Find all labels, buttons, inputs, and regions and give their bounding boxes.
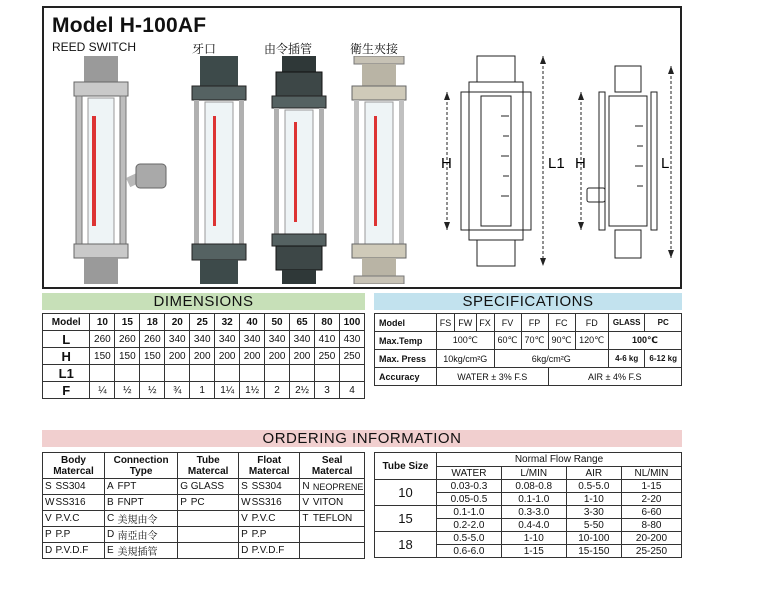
cell: Max. Press [375,350,437,368]
cell: Tube Size [375,453,437,480]
cell: 40 [240,314,265,331]
cell: H [43,348,90,365]
cell [115,365,140,382]
cell: 150 [115,348,140,365]
cell: 5-50 [566,519,621,532]
cell: 410 [315,331,340,348]
cell: ½ [115,382,140,399]
cell: F [43,382,90,399]
cell: 80 [315,314,340,331]
cell: 南亞由令 [116,527,177,543]
cell: 1-10 [501,532,566,545]
cell: N [300,479,312,495]
specifications-table [374,313,682,386]
cell: 0.5-5.0 [437,532,502,545]
cell: 4 [339,382,364,399]
cell: Tube Matercal [178,453,239,479]
cell: 25-250 [621,545,681,558]
flowmeter-union-photo [264,56,334,284]
cell [140,365,165,382]
cell: S [239,479,251,495]
cell: A [104,479,116,495]
cell: 1¼ [215,382,240,399]
cell: Body Matercal [43,453,105,479]
dim-label-h-right: H [575,155,586,172]
cell: L1 [43,365,90,382]
cell: 430 [339,331,364,348]
cell: FW [454,314,476,332]
cell: 0.1-1.0 [437,506,502,519]
cell: 200 [265,348,290,365]
cell: 340 [190,331,215,348]
variant-label-thread: 牙口 [192,42,217,56]
cell: P [43,527,55,543]
cell: TEFLON [312,511,365,527]
ordering-row [43,527,365,543]
cell: 15-150 [566,545,621,558]
cell: L/MIN [501,467,566,480]
cell: 200 [290,348,315,365]
cell: T [300,511,312,527]
cell: 0.2-2.0 [437,519,502,532]
variant-label-reed-switch: REED SWITCH [52,40,136,54]
cell: 25 [190,314,215,331]
cell: L [43,331,90,348]
cell: V [300,495,312,511]
cell: V [239,511,251,527]
cell: E [104,543,116,559]
cell: 美規由令 [116,511,177,527]
cell: P.P [251,527,300,543]
cell: 260 [140,331,165,348]
cell: 250 [339,348,364,365]
cell: VITON [312,495,365,511]
cell: P [239,527,251,543]
cell: 260 [90,331,115,348]
ordering-row [43,511,365,527]
cell: SS304 [55,479,105,495]
cell: 70℃ [521,332,548,350]
cell: 340 [290,331,315,348]
cell: FV [494,314,521,332]
dim-row-l [43,331,365,348]
cell: 150 [140,348,165,365]
cell: 2-20 [621,493,681,506]
cell: P [178,495,190,511]
cell: P.V.C [55,511,105,527]
cell: 90℃ [548,332,575,350]
cell: 18 [140,314,165,331]
cell: 100℃ [437,332,495,350]
cell: 1-15 [621,480,681,493]
dim-label-h-left: H [441,155,452,172]
cell: SS316 [55,495,105,511]
cell: 2½ [290,382,315,399]
cell: 60℃ [494,332,521,350]
cell: P.V.D.F [251,543,300,559]
cell: WATER ± 3% F.S [437,368,549,386]
specifications-banner: SPECIFICATIONS [374,293,682,310]
model-label: Model [43,314,90,331]
cell: FPT [116,479,177,495]
cell: C [104,511,116,527]
ordering-row [43,543,365,559]
cell [290,365,315,382]
cell: V [43,511,55,527]
cell: SS304 [251,479,300,495]
cell: Max.Temp [375,332,437,350]
cell: 0.05-0.5 [437,493,502,506]
flow-row [375,532,682,545]
cell: B [104,495,116,511]
cell: AIR ± 4% F.S [548,368,681,386]
cell: 15 [375,506,437,532]
dim-label-l1: L1 [548,155,565,172]
cell: 0.3-3.0 [501,506,566,519]
cell: FX [476,314,494,332]
cell [190,365,215,382]
cell [240,365,265,382]
cell: Accuracy [375,368,437,386]
cell: 美規插管 [116,543,177,559]
spec-row-max-temp [375,332,682,350]
cell [315,365,340,382]
cell: 0.03-0.3 [437,480,502,493]
cell: PC [190,495,239,511]
variant-label-union: 由令插管 [264,42,313,56]
dim-row-f [43,382,365,399]
ordering-row [43,479,365,495]
cell: ¾ [165,382,190,399]
cell: 1½ [240,382,265,399]
cell: G [178,479,190,495]
cell: 10-100 [566,532,621,545]
cell [339,365,364,382]
cell: GLASS [608,314,645,332]
cell: 20 [165,314,190,331]
spec-row-accuracy [375,368,682,386]
cell: W [239,495,251,511]
cell: NL/MIN [621,467,681,480]
dim-label-l: L [661,155,670,172]
cell: 6-12 kg [645,350,682,368]
cell: 10kg/cm²G [437,350,495,368]
cell: P.P [55,527,105,543]
variant-label-sanitary: 衛生夾接 [350,42,399,56]
cell [165,365,190,382]
dimensions-table [42,313,365,399]
dimensions-banner: DIMENSIONS [42,293,365,310]
cell: D [43,543,55,559]
cell: 340 [165,331,190,348]
cell: 0.1-1.0 [501,493,566,506]
dim-row-h [43,348,365,365]
ordering-row [43,495,365,511]
cell [90,365,115,382]
cell [215,365,240,382]
cell [265,365,290,382]
cell: 32 [215,314,240,331]
cell: P.V.C [251,511,300,527]
cell: 0.08-0.8 [501,480,566,493]
cell: 65 [290,314,315,331]
cell: W [43,495,55,511]
cell: PC [645,314,682,332]
flow-row [375,506,682,519]
cell: 0.6-6.0 [437,545,502,558]
cell: 200 [165,348,190,365]
cell: 1-10 [566,493,621,506]
cell: AIR [566,467,621,480]
cell: FS [437,314,455,332]
cell: Float Matercal [239,453,300,479]
spec-row-max-press [375,350,682,368]
cell: NEOPRENE [312,479,365,495]
cell: 3-30 [566,506,621,519]
cell: 1-15 [501,545,566,558]
cell: 20-200 [621,532,681,545]
cell: 8-80 [621,519,681,532]
cell: Seal Matercal [300,453,365,479]
cell: 18 [375,532,437,558]
cell: 100 [339,314,364,331]
flowmeter-sanitary-photo [344,56,414,284]
cell: D [239,543,251,559]
cell: 10 [90,314,115,331]
cell: 200 [240,348,265,365]
cell: 200 [215,348,240,365]
cell: 3 [315,382,340,399]
cell: 200 [190,348,215,365]
cell: 100℃ [608,332,681,350]
cell: Connection Type [104,453,177,479]
cell: GLASS [190,479,239,495]
cell: 150 [90,348,115,365]
ordering-codes-table [42,452,365,559]
cell: 340 [215,331,240,348]
cell: 10 [375,480,437,506]
cell: 15 [115,314,140,331]
cell: SS316 [251,495,300,511]
cell: 0.4-4.0 [501,519,566,532]
cell: Model [375,314,437,332]
cell: 250 [315,348,340,365]
cell: 6kg/cm²G [494,350,608,368]
cell: 4-6 kg [608,350,645,368]
cell: FC [548,314,575,332]
cell: 1 [190,382,215,399]
cell: D [104,527,116,543]
cell: 0.5-5.0 [566,480,621,493]
cell: S [43,479,55,495]
cell: 340 [240,331,265,348]
cell: ½ [140,382,165,399]
flow-row [375,480,682,493]
flowmeter-thread-photo [184,56,254,284]
cell: 120℃ [575,332,608,350]
cell: FD [575,314,608,332]
cell: WATER [437,467,502,480]
cell: 50 [265,314,290,331]
cell: 260 [115,331,140,348]
cell: 6-60 [621,506,681,519]
flow-range-table [374,452,682,558]
dim-row-l1 [43,365,365,382]
cell: 2 [265,382,290,399]
model-title: Model H-100AF [52,14,207,37]
ordering-banner: ORDERING INFORMATION [42,430,682,447]
cell: P.V.D.F [55,543,105,559]
cell: 340 [265,331,290,348]
cell: FP [521,314,548,332]
cell: Normal Flow Range [437,453,682,467]
dimension-drawing [439,46,677,284]
flowmeter-reed-switch-photo [62,56,172,284]
cell: FNPT [116,495,177,511]
cell: ¼ [90,382,115,399]
product-panel [42,6,682,289]
